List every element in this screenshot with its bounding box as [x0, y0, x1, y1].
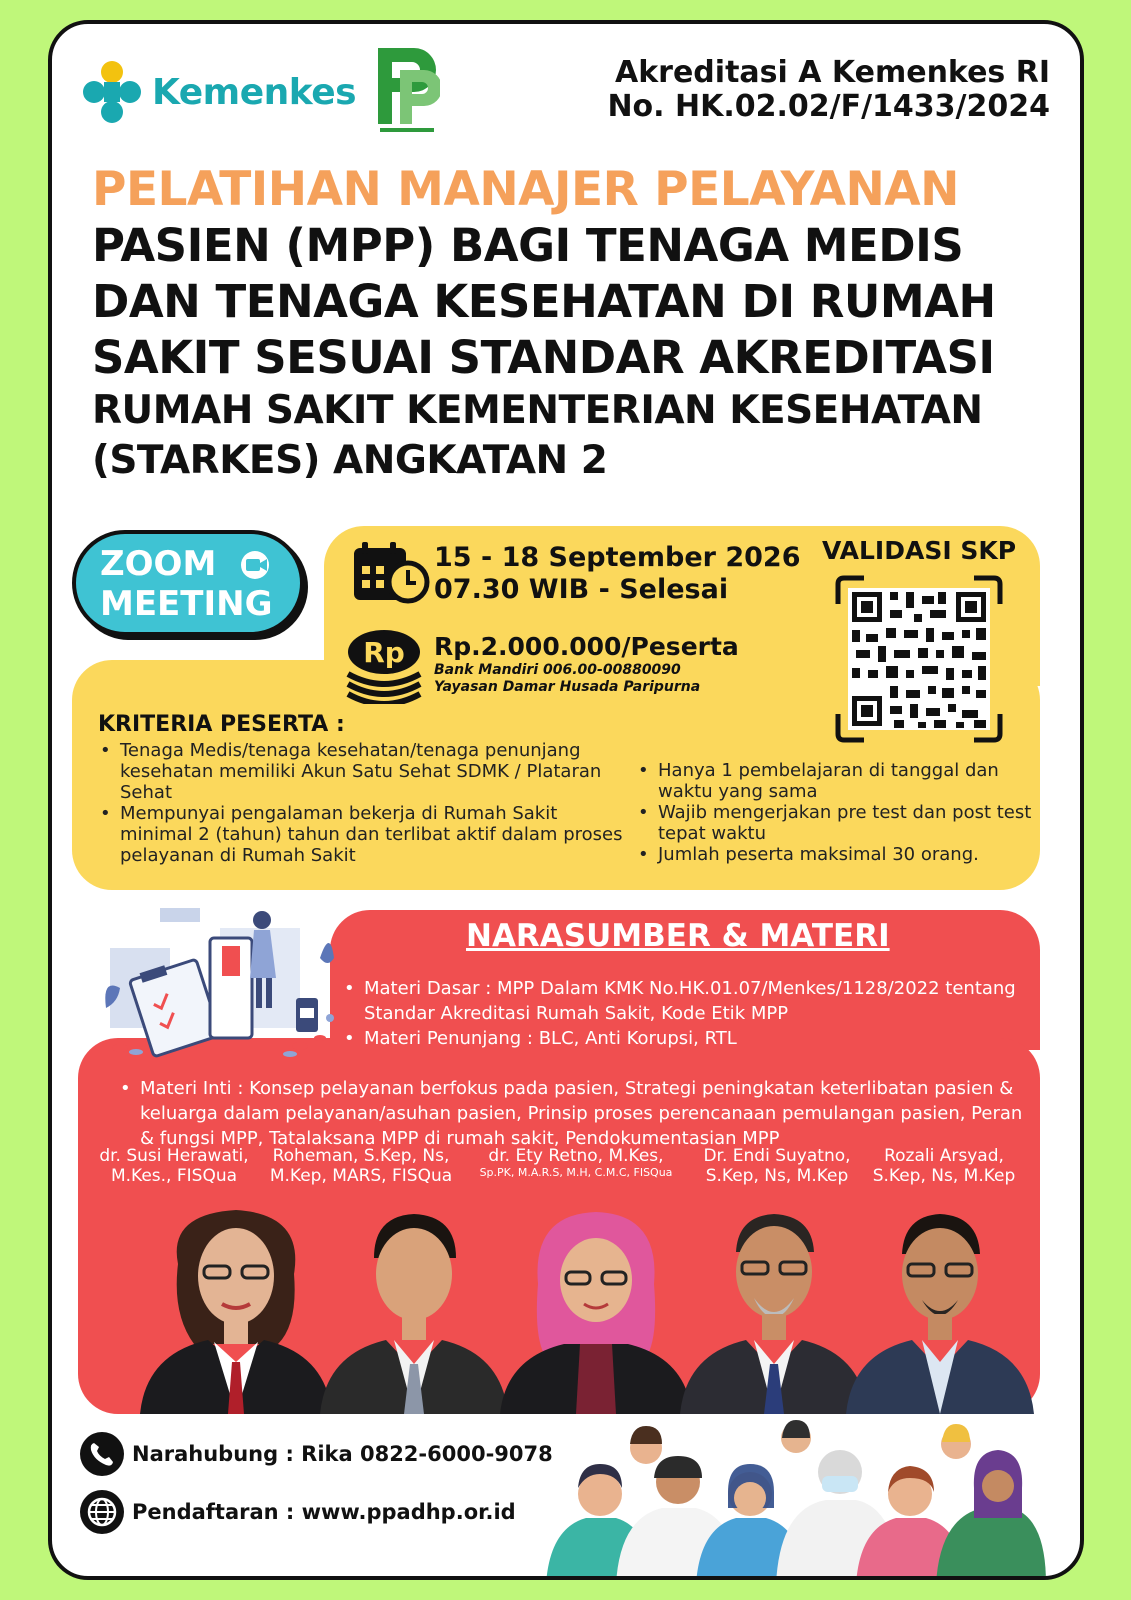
title-line4: SAKIT SESUAI STANDAR AKREDITASI — [92, 331, 995, 384]
speaker-5-photo — [842, 1194, 1038, 1414]
kemenkes-logo — [82, 60, 356, 124]
title-line5: RUMAH SAKIT KEMENTERIAN KESEHATAN — [92, 388, 983, 433]
speaker-1-photo — [138, 1194, 334, 1414]
price-info — [434, 632, 739, 696]
speaker-2-name: Roheman, S.Kep, Ns, M.Kep, MARS, FISQua — [269, 1146, 453, 1186]
title-line2: PASIEN (MPP) BAGI TENAGA MEDIS — [92, 219, 964, 272]
accreditation-line1: Akreditasi A Kemenkes RI — [615, 55, 1050, 90]
price-amount: Rp.2.000.000/Peserta — [434, 632, 739, 661]
criteria-list-right — [634, 760, 1034, 865]
material-item: • Materi Penunjang : BLC, Anti Korupsi, RTL — [342, 1026, 1032, 1051]
title-line6: (STARKES) ANGKATAN 2 — [92, 438, 608, 483]
event-schedule — [434, 542, 801, 606]
qr-code-icon[interactable] — [834, 574, 1004, 744]
accreditation-line2: No. HK.02.02/F/1433/2024 — [607, 89, 1050, 124]
registration-link[interactable]: Pendaftaran : www.ppadhp.or.id — [132, 1500, 516, 1524]
calendar-clock-icon — [350, 540, 430, 604]
zoom-meeting-badge — [72, 530, 304, 636]
accreditation-info — [607, 56, 1050, 124]
speaker-3-name: dr. Ety Retno, M.Kes, Sp.PK, M.A.R.S, M.H, C.M.C, FISQua — [479, 1146, 673, 1179]
event-date: 15 - 18 September 2026 — [434, 542, 801, 573]
meeting-label: MEETING — [100, 584, 273, 624]
medical-illustration-icon — [100, 898, 340, 1058]
speaker-5-name: Rozali Arsyad, S.Kep, Ns, M.Kep — [872, 1146, 1016, 1186]
poster-card — [48, 20, 1084, 1580]
coin-stack-icon — [344, 628, 424, 704]
criteria-item: • Tenaga Medis/tenaga kesehatan/tenaga penunjang kesehatan memiliki Akun Satu Sehat SDMK / Plataran Sehat — [96, 740, 626, 803]
criteria-title: KRITERIA PESERTA : — [98, 712, 345, 737]
speaker-2-photo — [316, 1194, 512, 1414]
materials-list — [342, 976, 1032, 1051]
zoom-camera-icon — [240, 550, 276, 580]
criteria-list-left — [96, 740, 626, 866]
title-line1: PELATIHAN MANAJER PELAYANAN — [92, 162, 960, 217]
skp-validation-title: VALIDASI SKP — [822, 536, 1017, 565]
ppa-logo-icon — [374, 44, 440, 136]
event-time: 07.30 WIB - Selesai — [434, 574, 729, 605]
criteria-item: • Jumlah peserta maksimal 30 orang. — [634, 844, 1034, 865]
criteria-item: • Mempunyai pengalaman bekerja di Rumah Sakit minimal 2 (tahun) tahun dan terlibat aktif dalam proses pelayanan di Rumah Sakit — [96, 803, 626, 866]
material-item: • Materi Inti : Konsep pelayanan berfokus pada pasien, Strategi peningkatan keterlibatan pasien & keluarga dalam pelayanan/asuhan pasien, Prinsip proses perencanaan pemulangan pasien, Peran & fungsi MPP, Tatalaksana MPP di rumah sakit, Pendokumentasian MPP — [118, 1076, 1038, 1151]
core-materials-list — [118, 1076, 1038, 1151]
training-title — [92, 162, 1052, 486]
speakers-section-title: NARASUMBER & MATERI — [466, 918, 890, 954]
kemenkes-wordmark: Kemenkes — [152, 71, 357, 113]
bank-account: Bank Mandiri 006.00-00880090 — [434, 662, 681, 678]
healthcare-workers-illustration-icon — [546, 1408, 1046, 1580]
svg-text:Rp: Rp — [363, 636, 405, 669]
phone-icon — [80, 1432, 124, 1476]
title-line3: DAN TENAGA KESEHATAN DI RUMAH — [92, 275, 996, 328]
account-name: Yayasan Damar Husada Paripurna — [434, 679, 701, 695]
speaker-1-name: dr. Susi Herawati, M.Kes., FISQua — [99, 1146, 249, 1186]
speaker-3-photo — [498, 1194, 694, 1414]
zoom-label: ZOOM — [100, 544, 217, 584]
criteria-item: • Hanya 1 pembelajaran di tanggal dan waktu yang sama — [634, 760, 1034, 802]
material-item: • Materi Dasar : MPP Dalam KMK No.HK.01.07/Menkes/1128/2022 tentang Standar Akreditasi Rumah Sakit, Kode Etik MPP — [342, 976, 1032, 1026]
contact-person[interactable]: Narahubung : Rika 0822-6000-9078 — [132, 1442, 553, 1466]
speaker-4-name: Dr. Endi Suyatno, S.Kep, Ns, M.Kep — [703, 1146, 851, 1186]
criteria-item: • Wajib mengerjakan pre test dan post test tepat waktu — [634, 802, 1034, 844]
kemenkes-logo-icon — [82, 60, 142, 124]
globe-icon — [80, 1490, 124, 1534]
